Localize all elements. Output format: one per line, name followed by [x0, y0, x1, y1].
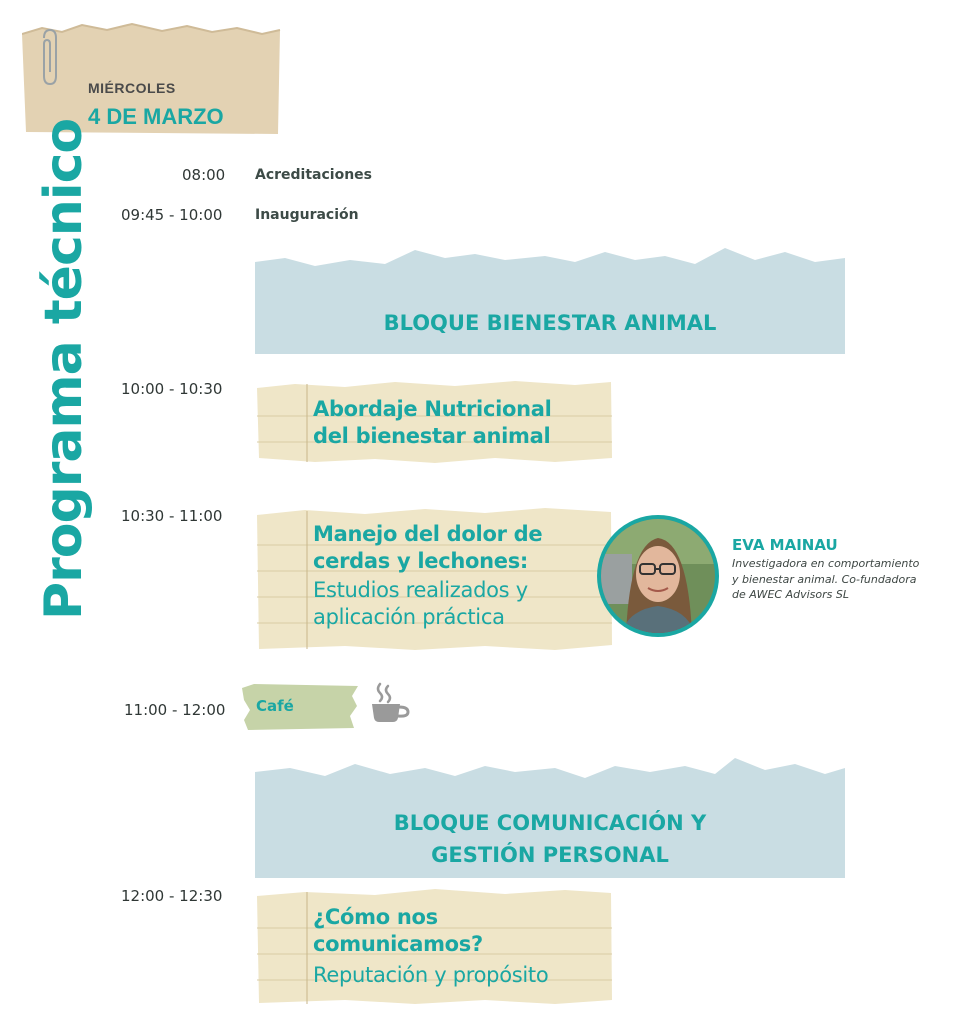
block-title-line2: GESTIÓN PERSONAL	[431, 843, 669, 867]
talk-card-dolor	[255, 505, 613, 651]
speaker-bio-line2: y bienestar animal. Co-fundadora	[732, 572, 917, 586]
talk-title-line1: Abordaje Nutricional	[313, 397, 552, 421]
date-weekday: MIÉRCOLES	[88, 80, 176, 96]
time-coffee: 11:00 - 12:00	[124, 701, 226, 719]
talk-card-nutricion	[255, 378, 613, 464]
block-banner-bienestar	[255, 244, 845, 354]
paperclip-icon	[38, 28, 62, 88]
block-title: BLOQUE BIENESTAR ANIMAL	[383, 311, 717, 335]
label-inauguracion: Inauguración	[255, 207, 359, 223]
talk-title-line2: del bienestar animal	[313, 424, 551, 448]
time-talk3: 12:00 - 12:30	[121, 887, 223, 905]
talk-title-line1: ¿Cómo nos	[313, 905, 438, 929]
speaker-bio-line1: Investigadora en comportamiento	[732, 557, 920, 570]
talk-title-line1: Manejo del dolor de	[313, 522, 543, 546]
block-banner-comunicacion	[255, 756, 845, 878]
coffee-label: Café	[256, 697, 294, 715]
time-talk1: 10:00 - 10:30	[121, 380, 223, 398]
speaker-bio-line3: de AWEC Advisors SL	[732, 588, 849, 601]
date-tag	[22, 22, 280, 132]
date-day: 4 DE MARZO	[88, 104, 224, 129]
program-title: Programa técnico	[34, 118, 94, 620]
label-acreditaciones: Acreditaciones	[255, 167, 373, 183]
time-inauguracion: 09:45 - 10:00	[121, 206, 223, 224]
coffee-cup-icon	[368, 682, 412, 730]
time-acreditaciones: 08:00	[182, 166, 226, 184]
block-title-line1: BLOQUE COMUNICACIÓN Y	[393, 811, 707, 835]
time-talk2: 10:30 - 11:00	[121, 507, 223, 525]
speaker-name: EVA MAINAU	[732, 536, 838, 554]
talk-subtitle-line2: aplicación práctica	[313, 605, 505, 629]
speaker-avatar	[596, 514, 720, 638]
talk-subtitle-line1: Estudios realizados y	[313, 578, 528, 602]
talk-subtitle-line1: Reputación y propósito	[313, 963, 549, 987]
coffee-tape	[240, 684, 358, 732]
speaker-bio	[732, 556, 942, 603]
talk-title-line2: cerdas y lechones:	[313, 549, 529, 573]
talk-card-comunicacion	[255, 886, 613, 1006]
talk-title-line2: comunicamos?	[313, 932, 483, 956]
